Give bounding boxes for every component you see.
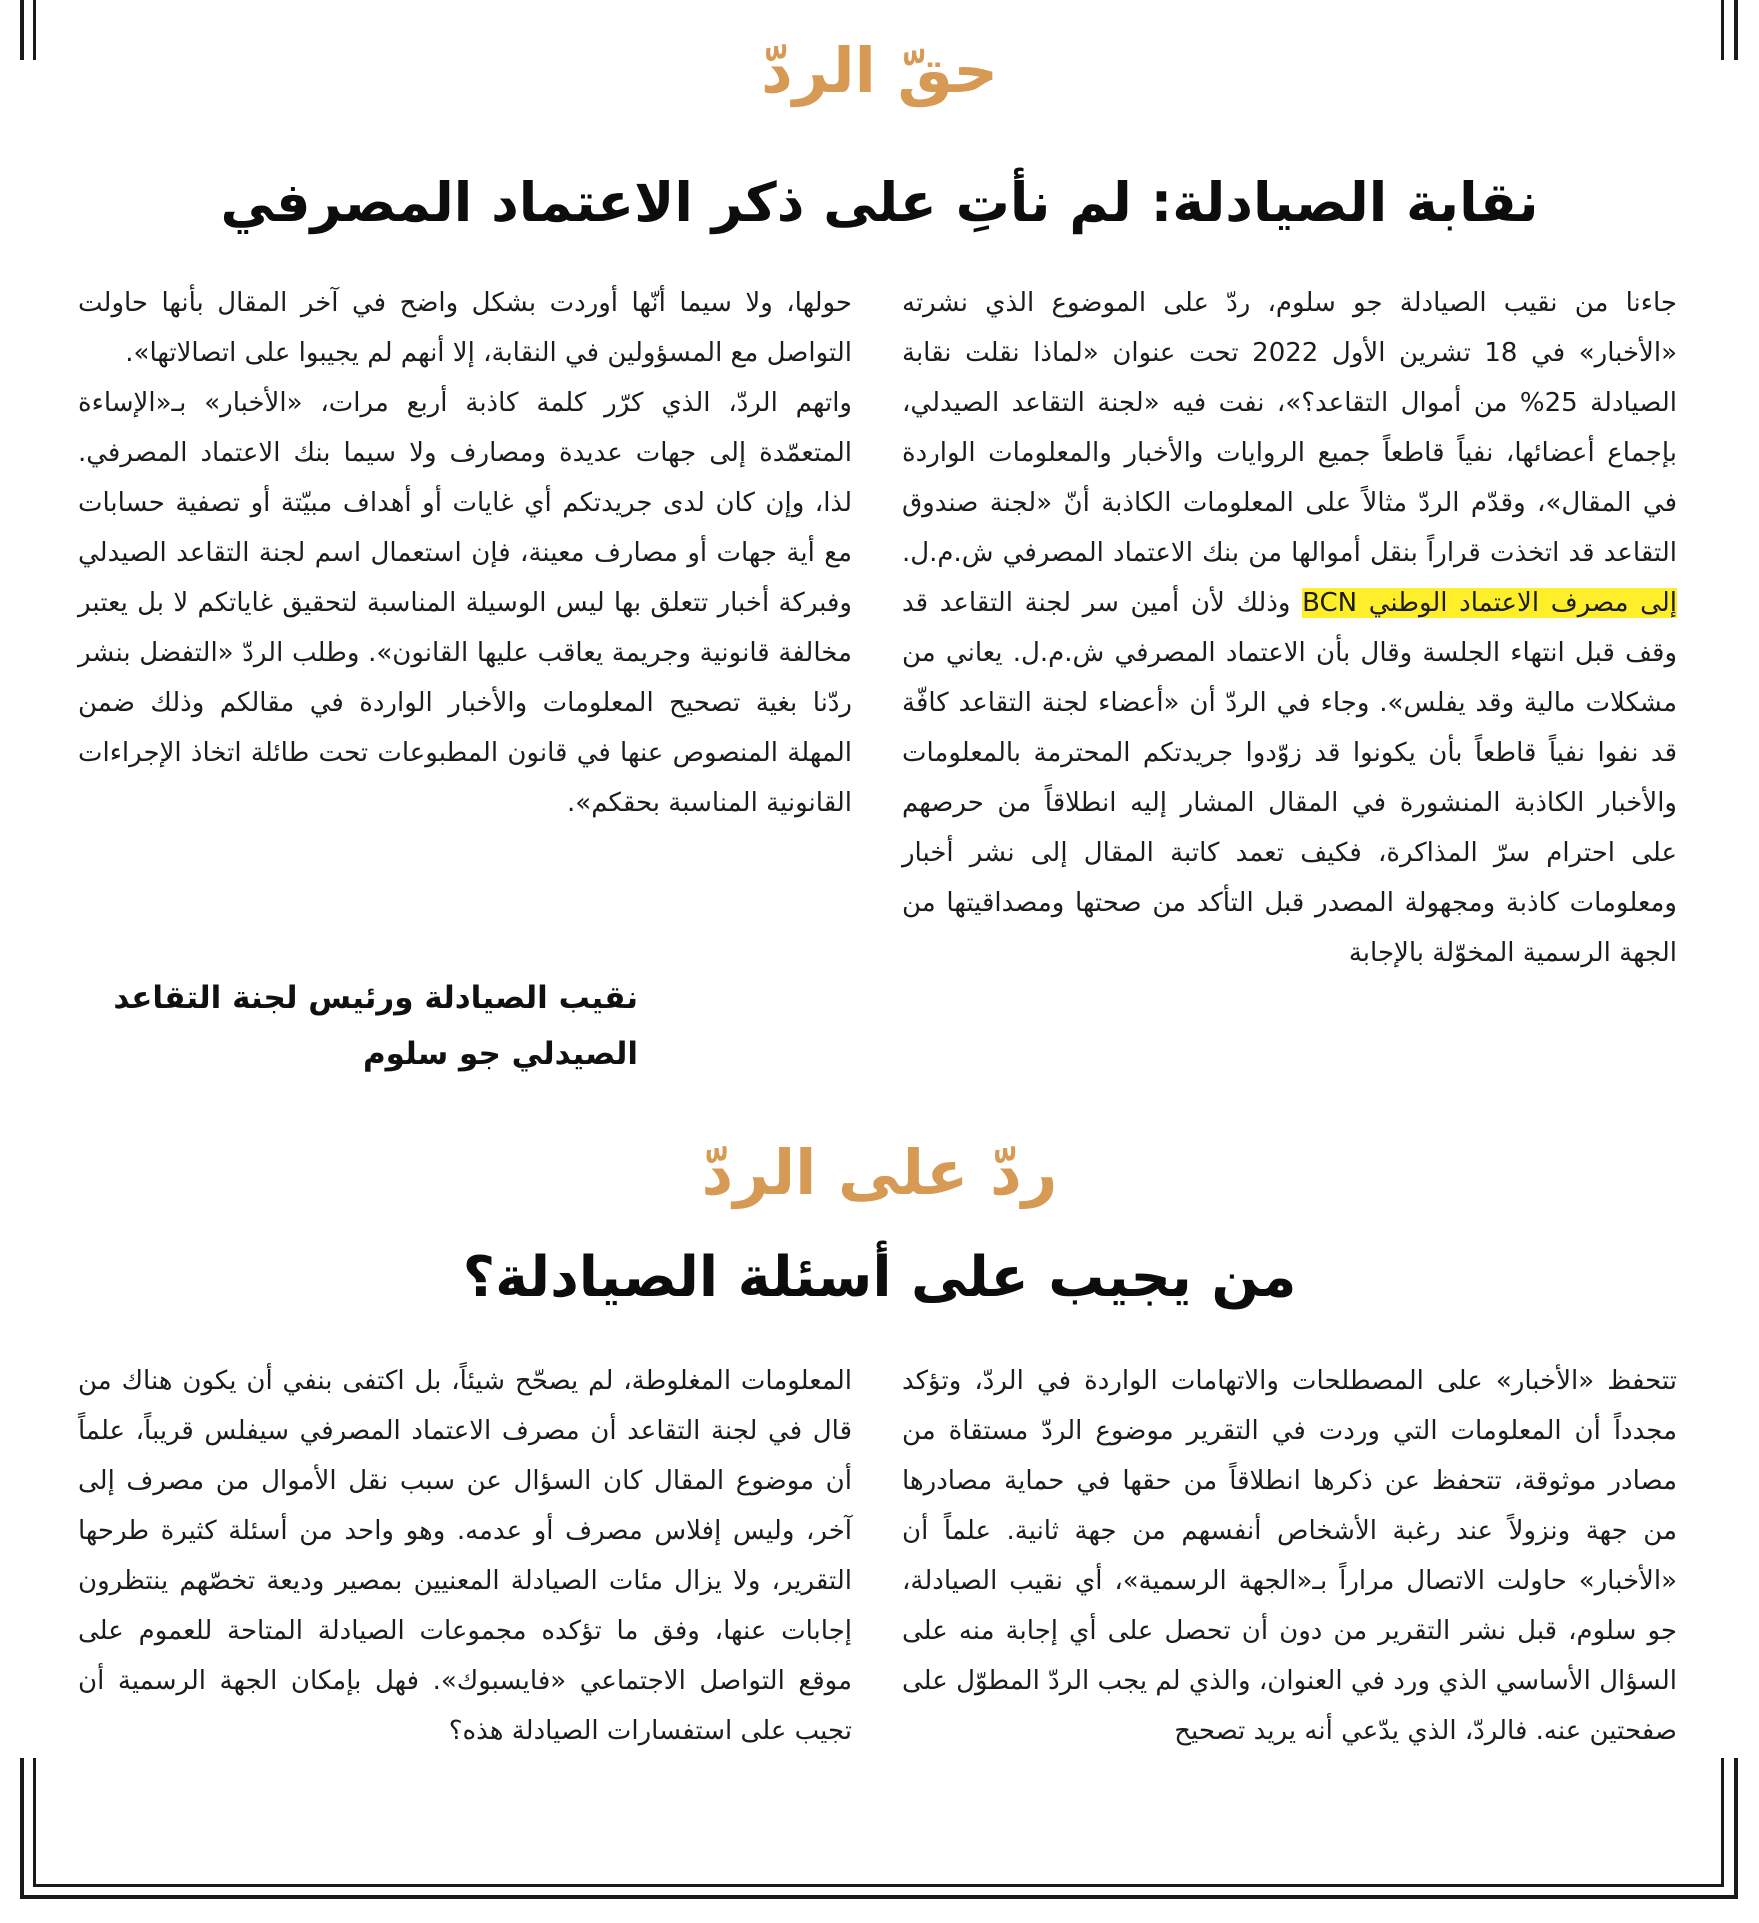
signature-title: نقيب الصيادلة ورئيس لجنة التقاعد (113, 980, 638, 1016)
section1-left-paragraph-2: واتهم الردّ، الذي كرّر كلمة كاذبة أربع مرات، «الأخبار» بـ«الإساءة المتعمّدة إلى جهات عديدة ومصارف ولا سيما بنك الاعتماد المصرفي. لذا، وإن كان لدى جريدتكم أي غايات أو أهداف مبيّتة أو تصفية حسابات مع أية جهات أو مصارف معينة، فإن استعمال اسم لجنة التقاعد الصيدلي وفبركة أخبار تتعلق بها ليس الوسيلة المناسبة لتحقيق غاياتكم لا بل يعتبر مخالفة قانونية وجريمة يعاقب عليها القانون». وطلب الردّ «التفضل بنشر ردّنا بغية تصحيح المعلومات والأخبار الواردة في مقالكم وذلك ضمن المهلة المنصوص عنها في قانون المطبوعات تحت طائلة اتخاذ الإجراءات القانونية المناسبة بحقكم». (78, 388, 852, 818)
frame-left-bottom-inner (33, 1758, 36, 1886)
section2-right-column (902, 1356, 1677, 1806)
section1-right-paragraph (902, 278, 1677, 978)
frame-right-bottom-outer (1734, 1758, 1738, 1898)
section2-label: ردّ على الردّ (701, 1136, 1058, 1209)
signature-name: الصيدلي جو سلوم (362, 1036, 638, 1072)
frame-bottom-inner (33, 1884, 1724, 1887)
section2-left-paragraph: المعلومات المغلوطة، لم يصحّح شيئاً، بل اكتفى بنفي أن يكون هناك من قال في لجنة التقاعد أن مصرف الاعتماد المصرفي سيفلس قريباً، علماً أن موضوع المقال كان السؤال عن سبب نقل الأموال من مصرف إلى آخر، وليس إفلاس مصرف أو عدمه. وهو واحد من أسئلة كثيرة طرحها التقرير، ولا يزال مئات الصيادلة المعنيين بمصير وديعة تخصّهم ينتظرون إجابات عنها، وفق ما تؤكده مجموعات الصيادلة المتاحة للعموم على موقع التواصل الاجتماعي «فايسبوك». فهل بإمكان الجهة الرسمية أن تجيب على استفسارات الصيادلة هذه؟ (78, 1366, 852, 1746)
section1-right-text-a: جاءنا من نقيب الصيادلة جو سلوم، ردّ على الموضوع الذي نشرته «الأخبار» في 18 تشرين الأول 2022 تحت عنوان «لماذا نقلت نقابة الصيادلة 25% من أموال التقاعد؟»، نفت فيه «لجنة التقاعد الصيدلي، بإجماع أعضائها، نفياً قاطعاً جميع الروايات والأخبار والمعلومات الواردة في المقال»، وقدّم الردّ مثالاً على المعلومات الكاذبة أنّ «لجنة صندوق التقاعد قد اتخذت قراراً بنقل أموالها من بنك الاعتماد المصرفي ش.م.ل. (902, 288, 1678, 568)
section1-right-text-b: وذلك لأن أمين سر لجنة التقاعد قد وقف قبل انتهاء الجلسة وقال بأن الاعتماد المصرفي ش.م.ل. يعاني من مشكلات مالية وقد يفلس». وجاء في الردّ أن «أعضاء لجنة التقاعد كافّة قد نفوا نفياً قاطعاً بأن يكونوا قد زوّدوا جريدتكم المحترمة بالمعلومات والأخبار الكاذبة المنشورة في المقال المشار إليه انطلاقاً من حرصهم على احترام سرّ المذاكرة، فكيف تعمد كاتبة المقال إلى نشر أخبار ومعلومات كاذبة ومجهولة المصدر قبل التأكد من صحتها ومصداقيتها من الجهة الرسمية المخوّلة بالإجابة (902, 588, 1677, 968)
section1-headline: نقابة الصيادلة: لم نأتِ على ذكر الاعتماد المصرفي (220, 171, 1539, 234)
frame-left-bottom-outer (20, 1758, 24, 1898)
section1-right-column (902, 278, 1677, 1078)
section2-headline: من يجيب على أسئلة الصيادلة؟ (462, 1245, 1297, 1310)
section1-label: حقّ الردّ (760, 34, 999, 107)
section2-left-column (78, 1356, 852, 1806)
frame-bottom-outer (20, 1895, 1738, 1899)
section1-left-column (78, 278, 852, 928)
section1-left-paragraph-1: حولها، ولا سيما أنّها أوردت بشكل واضح في آخر المقال بأنها حاولت التواصل مع المسؤولين في النقابة، إلا أنهم لم يجيبوا على اتصالاتها». (78, 288, 852, 368)
signature (78, 970, 638, 1082)
frame-right-bottom-inner (1721, 1758, 1724, 1886)
highlighted-bank-name: إلى مصرف الاعتماد الوطني BCN (1302, 588, 1677, 618)
section2-right-paragraph: تتحفظ «الأخبار» على المصطلحات والاتهامات الواردة في الردّ، وتؤكد مجدداً أن المعلومات التي وردت في التقرير موضوع الردّ مستقاة من مصادر موثوقة، تتحفظ عن ذكرها انطلاقاً من حقها في حماية مصادرها من جهة ونزولاً عند رغبة الأشخاص أنفسهم من جهة ثانية. علماً أن «الأخبار» حاولت الاتصال مراراً بـ«الجهة الرسمية»، أي نقيب الصيادلة، جو سلوم، قبل نشر التقرير من دون أن تحصل على أي إجابة منه على السؤال الأساسي الذي ورد في العنوان، والذي لم يجب الردّ المطوّل على صفحتين عنه. فالردّ، الذي يدّعي أنه يريد تصحيح (902, 1366, 1677, 1746)
